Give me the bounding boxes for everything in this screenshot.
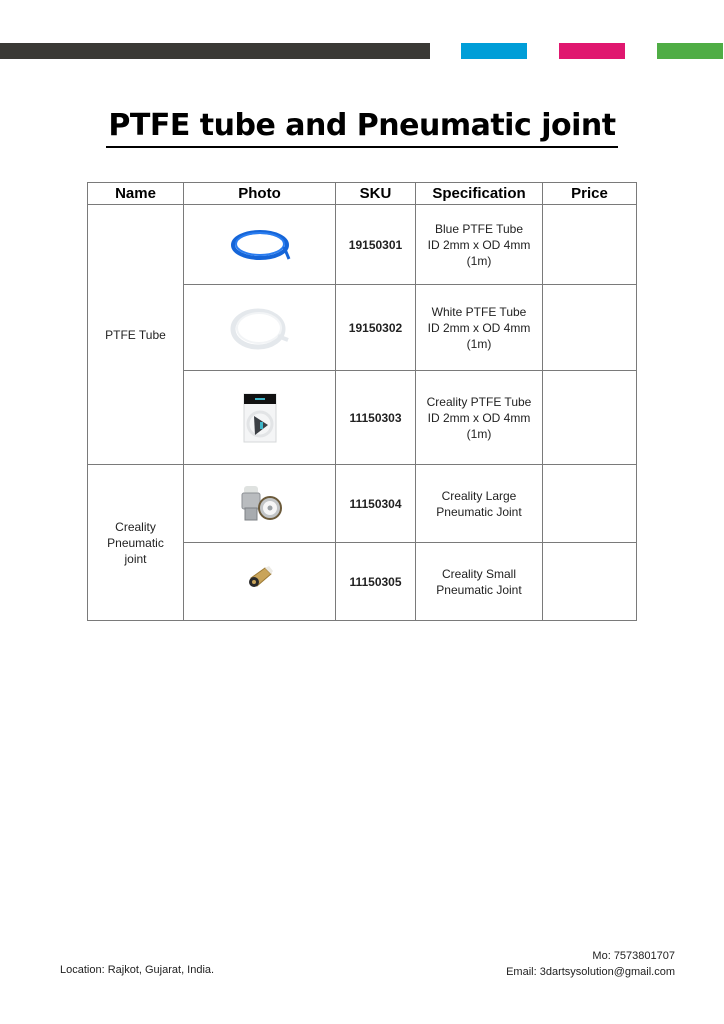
price-cell <box>543 465 637 543</box>
table-row <box>88 205 637 285</box>
price-cell <box>543 285 637 371</box>
creality-ptfe-tube-package-image <box>240 392 280 444</box>
spec-line: Creality Small <box>441 566 516 581</box>
sku-cell: 19150301 <box>336 205 416 285</box>
small-pneumatic-joint-image <box>245 564 275 590</box>
spec-line: (1m) <box>466 426 492 441</box>
spec-line: (1m) <box>466 253 492 268</box>
group-name-line: joint <box>124 551 147 566</box>
footer-mobile: Mo: 7573801707 <box>592 950 675 962</box>
header-bar-dark <box>0 43 430 59</box>
photo-cell <box>184 371 336 465</box>
blue-ptfe-tube-image <box>228 227 292 263</box>
spec-line: ID 2mm x OD 4mm <box>427 320 531 335</box>
group-name-line: Pneumatic <box>107 535 164 550</box>
photo-cell <box>184 465 336 543</box>
sku-cell: 11150304 <box>336 465 416 543</box>
sku-cell: 19150302 <box>336 285 416 371</box>
header-bar-pink <box>559 43 625 59</box>
column-header-sku: SKU <box>336 183 416 205</box>
spec-line: Creality PTFE Tube <box>426 394 532 409</box>
spec-line: Pneumatic Joint <box>436 582 522 597</box>
spec-line: Blue PTFE Tube <box>434 221 524 236</box>
footer-location: Location: Rajkot, Gujarat, India. <box>60 964 215 976</box>
spec-cell <box>416 285 543 371</box>
white-ptfe-tube-image <box>228 304 292 352</box>
header-bar-green <box>657 43 723 59</box>
spec-cell <box>416 371 543 465</box>
column-header-price: Price <box>543 183 637 205</box>
spec-cell <box>416 205 543 285</box>
spec-line: Pneumatic Joint <box>436 504 522 519</box>
footer-contact <box>506 948 675 980</box>
group-name-line: Creality <box>115 519 156 534</box>
page-title: PTFE tube and Pneumatic joint <box>106 108 617 148</box>
column-header-photo: Photo <box>184 183 336 205</box>
sku-cell: 11150303 <box>336 371 416 465</box>
footer-email: Email: 3dartsysolution@gmail.com <box>506 966 675 978</box>
spec-cell <box>416 465 543 543</box>
photo-cell <box>184 543 336 621</box>
price-cell <box>543 543 637 621</box>
spec-line: White PTFE Tube <box>431 304 527 319</box>
price-cell <box>543 205 637 285</box>
header-bar-blue <box>461 43 527 59</box>
photo-cell <box>184 205 336 285</box>
group-name-pneumatic-joint <box>88 465 184 621</box>
table-row <box>88 465 637 543</box>
large-pneumatic-joint-image <box>236 484 284 524</box>
price-cell <box>543 371 637 465</box>
group-name-ptfe-tube: PTFE Tube <box>88 205 184 465</box>
column-header-specification: Specification <box>416 183 543 205</box>
sku-cell: 11150305 <box>336 543 416 621</box>
spec-cell <box>416 543 543 621</box>
spec-line: (1m) <box>466 336 492 351</box>
page-title-container <box>0 108 724 143</box>
table-header-row <box>88 183 637 205</box>
product-table <box>87 182 637 621</box>
spec-line: ID 2mm x OD 4mm <box>427 237 531 252</box>
spec-line: Creality Large <box>441 488 517 503</box>
column-header-name: Name <box>88 183 184 205</box>
photo-cell <box>184 285 336 371</box>
spec-line: ID 2mm x OD 4mm <box>427 410 531 425</box>
